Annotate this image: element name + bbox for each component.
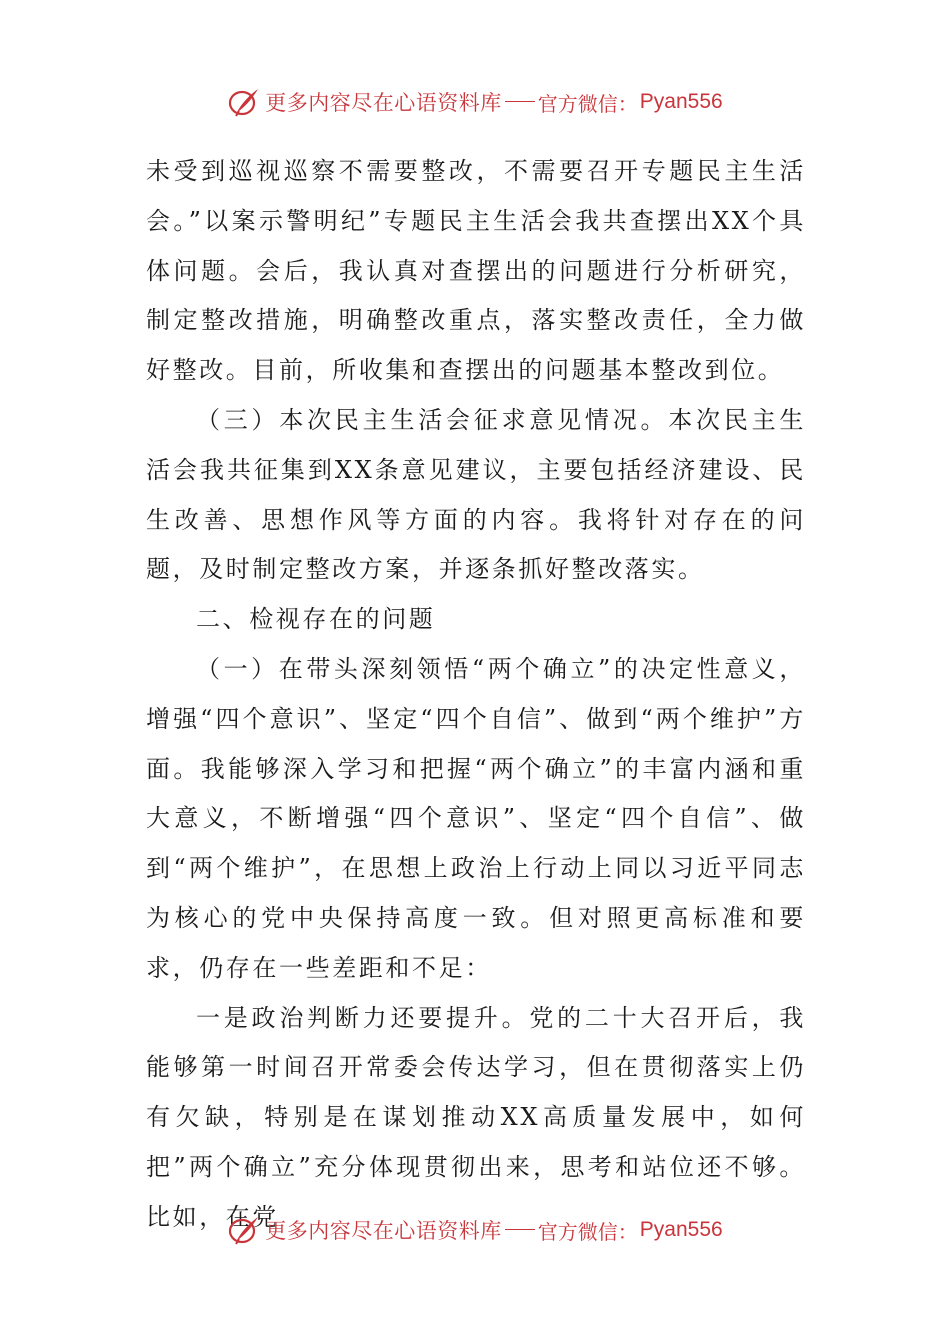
banner-wechat-id: Pyan556 — [639, 1218, 723, 1241]
feather-pen-logo-icon — [227, 85, 261, 119]
paragraph-3: （一）在带头深刻领悟“两个确立”的决定性意义，增强“四个意识”、坚定“四个自信”、做到“两个维护”方面。我能够深入学习和把握“两个确立”的丰富内涵和重大意义，不断增强“四个意识”、坚定“四个自信”、做到“两个维护”，在思想上政治上行动上同以习近平同志为核心的党中央保持高度一致。但对照更高标准和要求，仍存在一些差距和不足： — [146, 654, 806, 982]
banner-brand-text: 更多内容尽在心语资料库 — [265, 91, 502, 115]
banner-dash — [505, 101, 535, 102]
banner-brand-text: 更多内容尽在心语资料库 — [265, 1219, 502, 1243]
feather-pen-logo-icon — [227, 1213, 261, 1247]
banner-label-text: 官方微信： — [537, 1219, 638, 1244]
paragraph-4: 一是政治判断力还要提升。党的二十大召开后，我能够第一时间召开常委会传达学习，但在贯彻落实上仍有欠缺，特别是在谋划推动XX高质量发展中，如何把”两个确立”充分体现贯彻出来，思考和站位还不够。比如，在党 — [146, 1003, 806, 1231]
banner-label-text: 官方微信： — [537, 91, 638, 116]
document-body — [146, 147, 806, 1243]
section-heading: 二、检视存在的问题 — [196, 605, 436, 634]
paragraph-1: 未受到巡视巡察不需要整改，不需要召开专题民主生活会。”以案示警明纪”专题民主生活会我共查摆出XX个具体问题。会后，我认真对查摆出的问题进行分析研究，制定整改措施，明确整改重点，落实整改责任，全力做好整改。目前，所收集和查摆出的问题基本整改到位。 — [146, 157, 806, 385]
footer-watermark-banner — [0, 1210, 950, 1250]
banner-dash — [505, 1229, 535, 1230]
banner-wechat-id: Pyan556 — [639, 90, 723, 113]
paragraph-2: （三）本次民主生活会征求意见情况。本次民主生活会我共征集到XX条意见建议，主要包括经济建设、民生改善、思想作风等方面的内容。我将针对存在的问题，及时制定整改方案，并逐条抓好整改落实。 — [146, 405, 806, 584]
header-watermark-banner — [0, 82, 950, 122]
